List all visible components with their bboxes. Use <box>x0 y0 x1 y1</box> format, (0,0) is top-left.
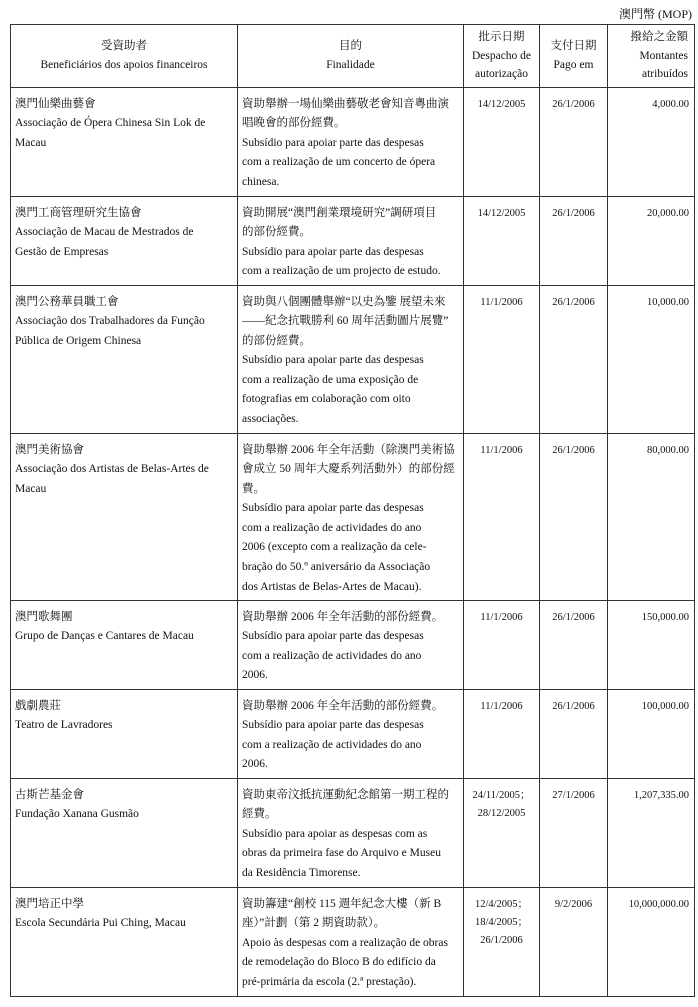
beneficiary-cell: 古斯芒基金會 Fundação Xanana Gusmão <box>11 778 238 887</box>
purpose-cell: 資助東帝汶抵抗運動紀念館第一期工程的 經費。 Subsídio para apoiar as despesas com as obras da primeira fase do Arquivo e Museu da Residência Timorense. <box>238 778 464 887</box>
purpose-cell: 資助開展“澳門創業環境研究”調研項目 的部份經費。 Subsídio para apoiar parte das despesas com a realização de um projecto de estudo. <box>238 196 464 285</box>
approval-date-cell: 14/12/2005 <box>464 87 540 196</box>
table-row <box>11 689 695 778</box>
header-payment-date: 支付日期 Pago em <box>540 25 608 88</box>
purpose-cell: 資助舉辦 2006 年全年活動的部份經費。 Subsídio para apoiar parte das despesas com a realização de actividades do ano 2006. <box>238 600 464 689</box>
payment-date-cell: 26/1/2006 <box>540 689 608 778</box>
header-approval-date: 批示日期 Despacho de autorização <box>464 25 540 88</box>
beneficiary-cell: 戲劇農莊 Teatro de Lavradores <box>11 689 238 778</box>
beneficiary-cell: 澳門公務華員職工會 Associação dos Trabalhadores da Função Pública de Origem Chinesa <box>11 285 238 433</box>
amount-cell: 10,000.00 <box>608 285 695 433</box>
amount-cell: 20,000.00 <box>608 196 695 285</box>
amount-cell: 80,000.00 <box>608 433 695 600</box>
payment-date-cell: 26/1/2006 <box>540 196 608 285</box>
approval-date-cell: 12/4/2005； 18/4/2005； 26/1/2006 <box>464 887 540 996</box>
purpose-cell: 資助舉辦 2006 年全年活動（除澳門美術協 會成立 50 周年大慶系列活動外）的部份經 費。 Subsídio para apoiar parte das despesas com a realização de actividades do ano 2006 (excepto com a realização da cele- bração do 50.º aniversário da Associação dos Artistas de Belas-Artes de Macau). <box>238 433 464 600</box>
amount-cell: 10,000,000.00 <box>608 887 695 996</box>
purpose-cell: 資助舉辦 2006 年全年活動的部份經費。 Subsídio para apoiar parte das despesas com a realização de actividades do ano 2006. <box>238 689 464 778</box>
table-row <box>11 87 695 196</box>
currency-label: 澳門幣 (MOP) <box>618 7 692 21</box>
payment-date-cell: 9/2/2006 <box>540 887 608 996</box>
table-row <box>11 887 695 996</box>
beneficiary-cell: 澳門工商管理研究生協會 Associação de Macau de Mestrados de Gestão de Empresas <box>11 196 238 285</box>
beneficiary-cell: 澳門培正中學 Escola Secundária Pui Ching, Macau <box>11 887 238 996</box>
beneficiary-cell: 澳門美術協會 Associação dos Artistas de Belas-Artes de Macau <box>11 433 238 600</box>
amount-cell: 100,000.00 <box>608 689 695 778</box>
amount-cell: 150,000.00 <box>608 600 695 689</box>
approval-date-cell: 11/1/2006 <box>464 433 540 600</box>
payment-date-cell: 26/1/2006 <box>540 285 608 433</box>
approval-date-cell: 11/1/2006 <box>464 285 540 433</box>
header-beneficiary: 受資助者 Beneficiários dos apoios financeiros <box>11 25 238 88</box>
table-row <box>11 778 695 887</box>
amount-cell: 1,207,335.00 <box>608 778 695 887</box>
approval-date-cell: 24/11/2005； 28/12/2005 <box>464 778 540 887</box>
table-row <box>11 600 695 689</box>
payment-date-cell: 26/1/2006 <box>540 600 608 689</box>
purpose-cell: 資助籌建“創校 115 週年紀念大樓（新 B 座）”計劃（第 2 期資助款）。 Apoio às despesas com a realização de obras de remodelação do Bloco B do edifício da pré-primária da escola (2.ª prestação). <box>238 887 464 996</box>
payment-date-cell: 26/1/2006 <box>540 87 608 196</box>
purpose-cell: 資助舉辦一場仙樂曲藝敬老會知音粵曲演 唱晚會的部份經費。 Subsídio para apoiar parte das despesas com a realização de um concerto de ópera chinesa. <box>238 87 464 196</box>
beneficiary-cell: 澳門歌舞團 Grupo de Danças e Cantares de Macau <box>11 600 238 689</box>
payment-date-cell: 26/1/2006 <box>540 433 608 600</box>
table-row <box>11 285 695 433</box>
table-row <box>11 196 695 285</box>
approval-date-cell: 14/12/2005 <box>464 196 540 285</box>
payment-date-cell: 27/1/2006 <box>540 778 608 887</box>
amount-cell: 4,000.00 <box>608 87 695 196</box>
purpose-cell: 資助與八個團體舉辦“以史為鑒 展望未來 ——紀念抗戰勝利 60 周年活動圖片展覽” 的部份經費。 Subsídio para apoiar parte das despesas com a realização de uma exposição de fotografias em colaboração com oito associações. <box>238 285 464 433</box>
header-amount: 撥給之金額 Montantes atribuídos <box>608 25 695 88</box>
approval-date-cell: 11/1/2006 <box>464 600 540 689</box>
subsidy-table <box>10 24 695 997</box>
table-row <box>11 433 695 600</box>
header-purpose: 目的 Finalidade <box>238 25 464 88</box>
approval-date-cell: 11/1/2006 <box>464 689 540 778</box>
beneficiary-cell: 澳門仙樂曲藝會 Associação de Ópera Chinesa Sin Lok de Macau <box>11 87 238 196</box>
header-row <box>11 25 695 88</box>
